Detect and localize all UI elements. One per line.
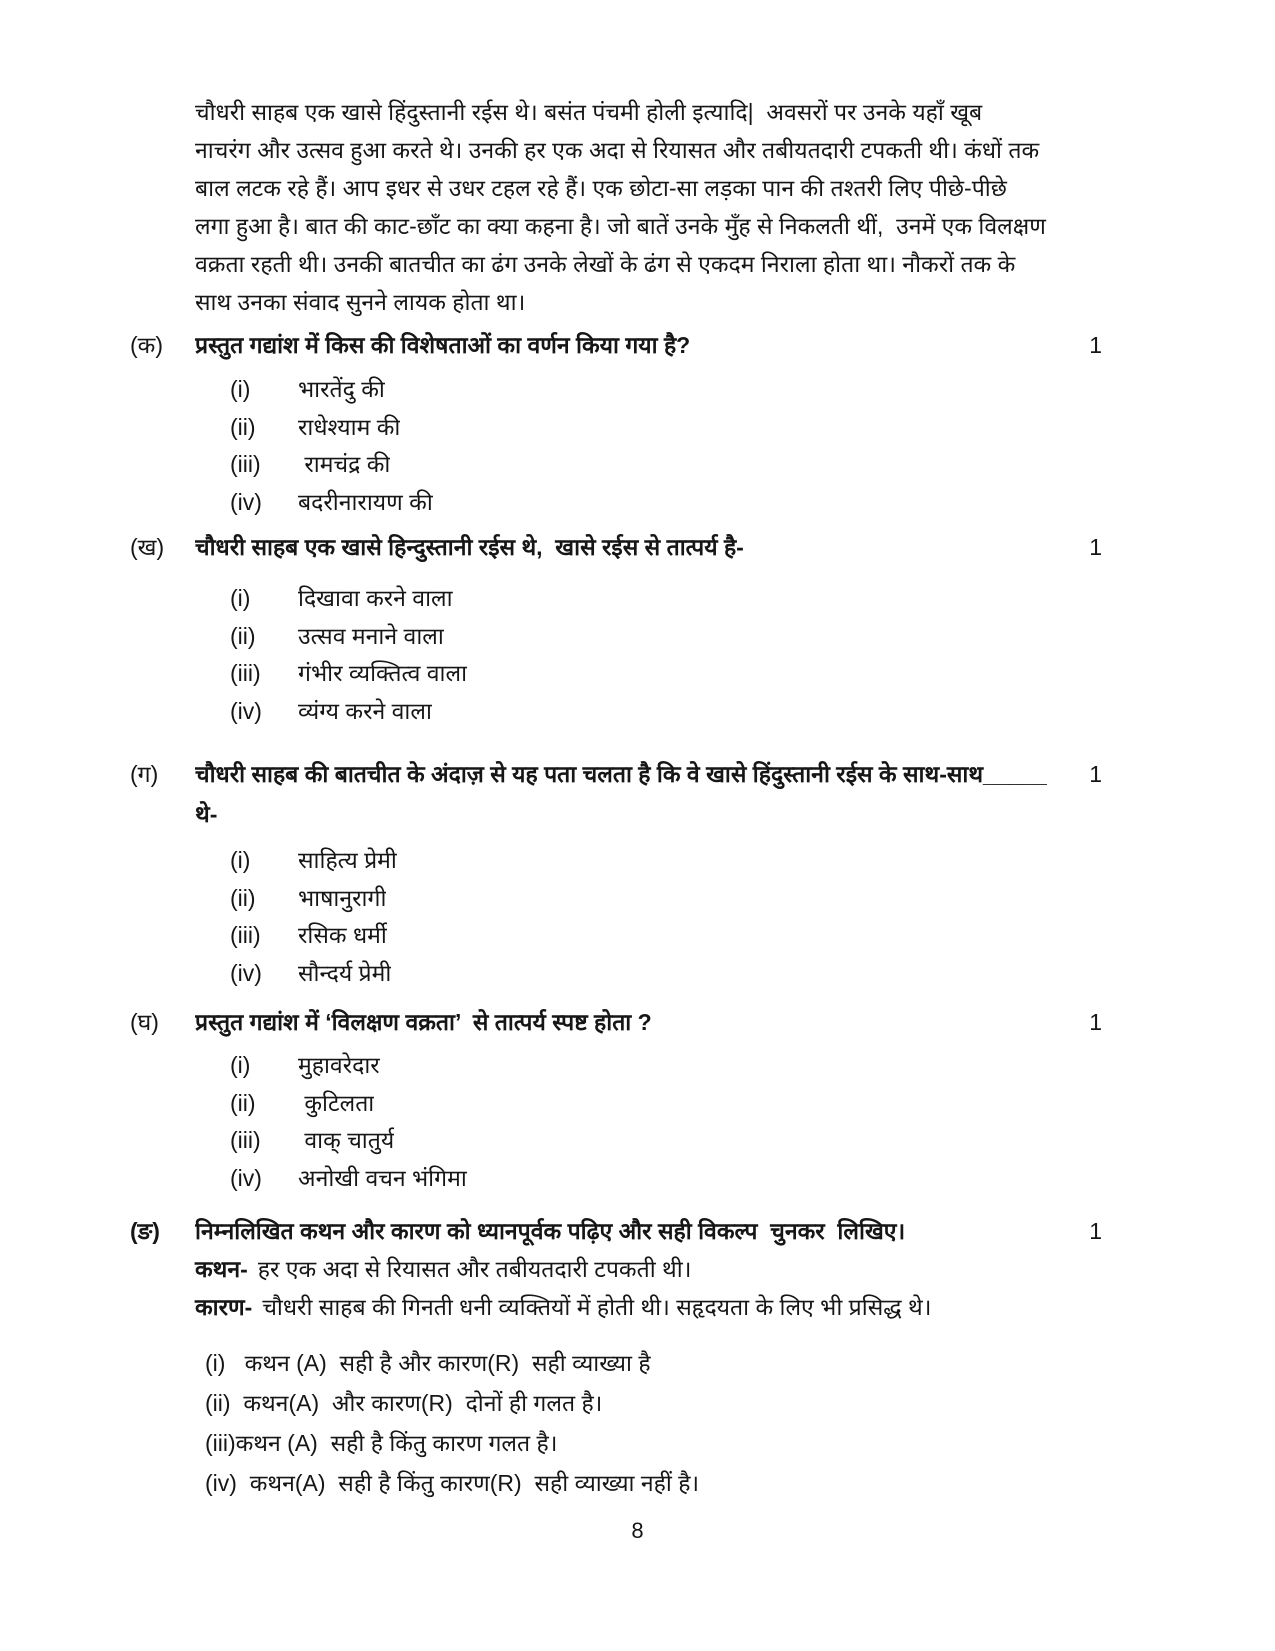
passage-line: बाल लटक रहे हैं। आप इधर से उधर टहल रहे हैं। एक छोटा-सा लड़का पान की तश्तरी लिए पीछे-पीछे <box>195 175 1007 201</box>
option-number: (ii) <box>230 413 256 440</box>
option-text: वाक् चातुर्य <box>298 1127 395 1153</box>
option-number: (ii) <box>230 884 256 911</box>
question-text-continuation: थे- <box>195 801 218 827</box>
option-text: उत्सव मनाने वाला <box>298 622 444 649</box>
option-text: बदरीनारायण की <box>298 488 433 515</box>
passage-line: साथ उनका संवाद सुनने लायक होता था। <box>195 289 526 315</box>
assertion-option: (iv) कथन(A) सही है किंतु कारण(R) सही व्याख्या नहीं है। <box>205 1470 700 1496</box>
statement-text: हर एक अदा से रियासत और तबीयतदारी टपकती थी। <box>257 1256 692 1282</box>
option-number: (ii) <box>230 622 256 649</box>
option-number: (i) <box>230 376 251 402</box>
option-number: (iii) <box>230 1127 261 1153</box>
option-row <box>230 655 1142 693</box>
question-text: प्रस्तुत गद्यांश में ‘विलक्षण वक्रता’ से तात्पर्य स्पष्ट होता ? <box>195 1009 652 1035</box>
question-label: (ख) <box>130 534 165 560</box>
option-row <box>230 618 1142 656</box>
question-text: प्रस्तुत गद्यांश में किस की विशेषताओं का वर्णन किया गया है? <box>195 332 691 358</box>
option-text: व्यंग्य करने वाला <box>298 697 432 724</box>
option-row <box>230 1047 1142 1085</box>
option-number: (iv) <box>230 697 262 724</box>
reason-label: कारण- <box>195 1294 253 1320</box>
option-row <box>230 880 1142 918</box>
option-row <box>230 693 1142 731</box>
marks-value: 1 <box>1089 534 1102 560</box>
question-label: (घ) <box>130 1009 159 1035</box>
option-number: (iv) <box>230 488 262 515</box>
option-text: कुटिलता <box>298 1089 375 1116</box>
option-row <box>230 1085 1142 1123</box>
question-text: चौधरी साहब एक खासे हिन्दुस्तानी रईस थे, खासे रईस से तात्पर्य है- <box>195 534 744 560</box>
option-text: रसिक धर्मी <box>298 922 387 948</box>
option-text: भाषानुरागी <box>298 884 387 911</box>
option-row <box>230 955 1142 993</box>
reason-text: चौधरी साहब की गिनती धनी व्यक्तियों में होती थी। सहृदयता के लिए भी प्रसिद्ध थे। <box>262 1294 932 1320</box>
passage-line: चौधरी साहब एक खासे हिंदुस्तानी रईस थे। बसंत पंचमी होली इत्यादि| अवसरों पर उनके यहाँ खूब <box>195 99 983 125</box>
assertion-reason <box>195 1288 1142 1326</box>
passage-line: लगा हुआ है। बात की काट-छाँट का क्या कहना है। जो बातें उनके मुँह से निकलती थीं, उनमें एक विलक्षण <box>195 213 1046 239</box>
option-row <box>230 1160 1142 1198</box>
option-number: (iii) <box>230 922 261 948</box>
option-text: साहित्य प्रेमी <box>298 847 397 873</box>
statement-label: कथन- <box>195 1256 248 1282</box>
option-number: (i) <box>230 585 251 611</box>
option-text: सौन्दर्य प्रेमी <box>298 959 392 986</box>
passage-line: वक्रता रहती थी। उनकी बातचीत का ढंग उनके लेखों के ढंग से एकदम निराला होता था। नौकरों तक के <box>195 251 1016 277</box>
question-block-ka <box>130 326 1142 521</box>
page-number: 8 <box>631 1518 644 1543</box>
marks-value: 1 <box>1089 1218 1102 1244</box>
question-label: (क) <box>130 332 163 358</box>
passage <box>195 93 1145 321</box>
question-label: (ङ) <box>130 1218 160 1244</box>
option-text: मुहावरेदार <box>298 1052 380 1078</box>
option-text: दिखावा करने वाला <box>298 585 453 611</box>
assertion-option: (ii) कथन(A) और कारण(R) दोनों ही गलत है। <box>205 1390 603 1416</box>
question-block-ga <box>130 755 1142 992</box>
question-block-gha <box>130 1003 1142 1197</box>
assertion-option: (i) कथन (A) सही है और कारण(R) सही व्याख्या है <box>205 1350 651 1376</box>
option-number: (i) <box>230 1052 251 1078</box>
option-text: रामचंद्र की <box>298 451 391 477</box>
option-row <box>230 580 1142 618</box>
option-row <box>230 446 1142 484</box>
question-block-nga <box>130 1212 1142 1503</box>
option-number: (ii) <box>230 1089 256 1116</box>
option-number: (iii) <box>230 451 261 477</box>
passage-line: नाचरंग और उत्सव हुआ करते थे। उनकी हर एक अदा से रियासत और तबीयतदारी टपकती थी। कंधों तक <box>195 137 1040 163</box>
option-row <box>230 371 1142 409</box>
marks-value: 1 <box>1089 761 1102 787</box>
option-number: (i) <box>230 847 251 873</box>
option-row <box>230 842 1142 880</box>
question-label: (ग) <box>130 761 159 787</box>
question-text: निम्नलिखित कथन और कारण को ध्यानपूर्वक पढ़िए और सही विकल्प चुनकर लिखिए। <box>195 1218 906 1244</box>
option-text: राधेश्याम की <box>298 413 401 440</box>
marks-value: 1 <box>1089 1009 1102 1035</box>
assertion-statement <box>195 1250 1142 1288</box>
option-row <box>230 484 1142 522</box>
option-number: (iii) <box>230 660 261 686</box>
option-row <box>230 409 1142 447</box>
question-text: चौधरी साहब की बातचीत के अंदाज़ से यह पता चलता है कि वे खासे हिंदुस्तानी रईस के साथ-साथ_____ <box>195 761 1048 787</box>
option-number: (iv) <box>230 959 262 986</box>
option-row <box>230 1122 1142 1160</box>
option-text: गंभीर व्यक्तित्व वाला <box>298 660 468 686</box>
option-row <box>230 917 1142 955</box>
assertion-option: (iii)कथन (A) सही है किंतु कारण गलत है। <box>205 1430 558 1456</box>
option-text: भारतेंदु की <box>298 376 385 402</box>
question-block-kha <box>130 528 1142 730</box>
option-number: (iv) <box>230 1164 262 1191</box>
marks-value: 1 <box>1089 332 1102 358</box>
option-text: अनोखी वचन भंगिमा <box>298 1164 467 1191</box>
